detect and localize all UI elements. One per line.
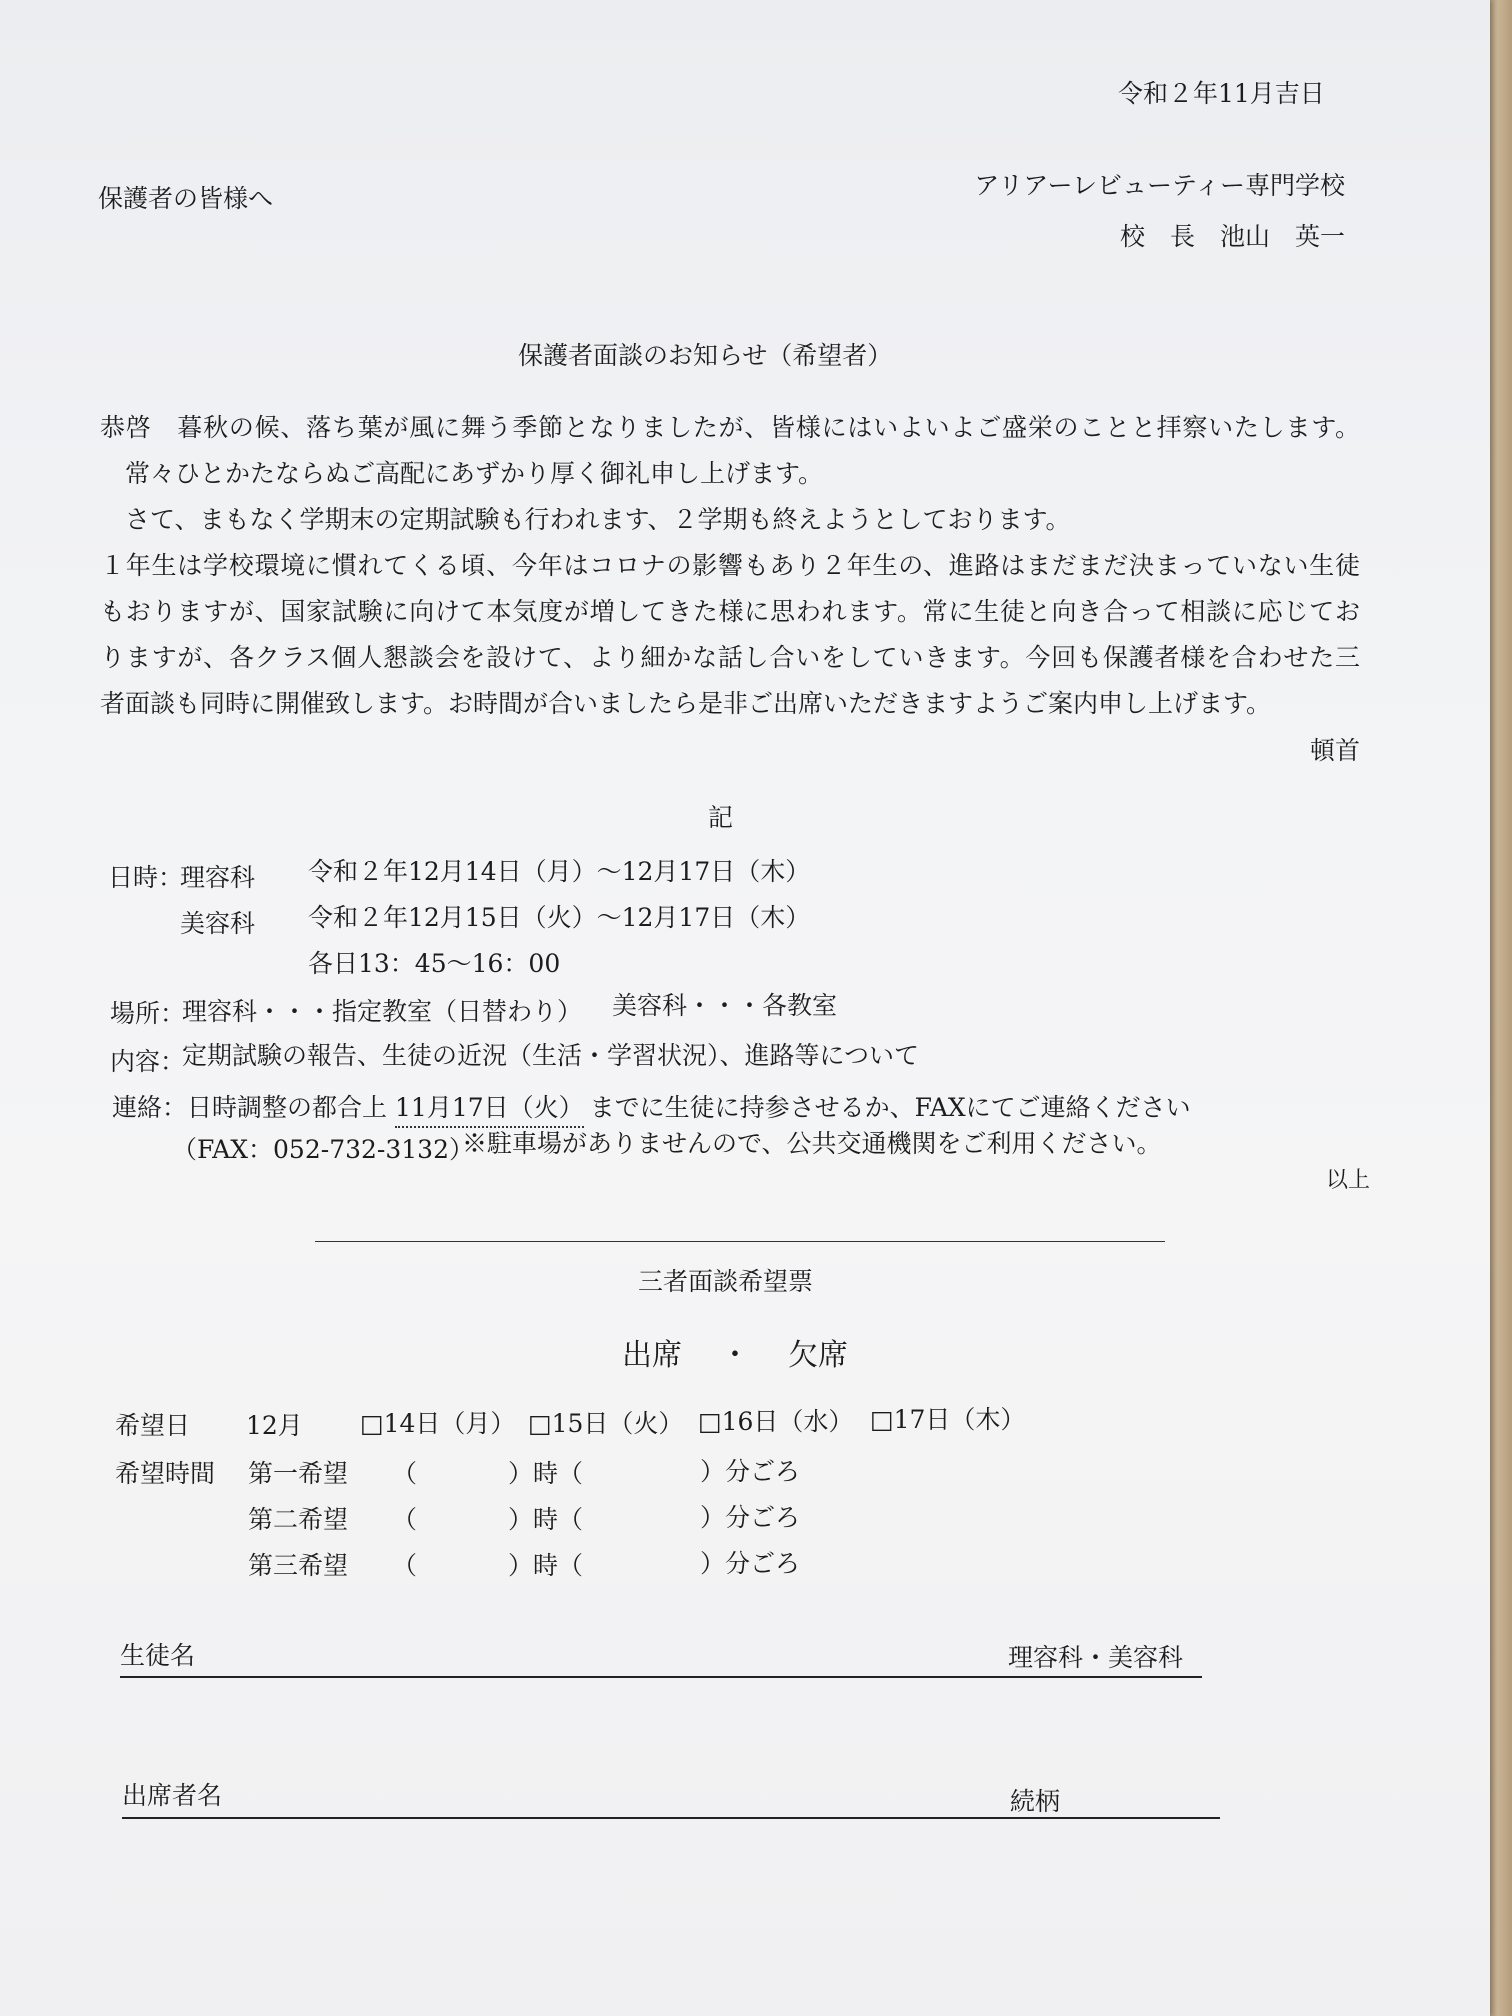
body-line: さて、まもなく学期末の定期試験も行われます、２学期も終えようとしております。 xyxy=(100,505,1071,534)
date-option-15[interactable]: □15日（火） xyxy=(528,1409,684,1438)
end-word: 以上 xyxy=(1325,1168,1370,1193)
schedule-label: 日時： xyxy=(108,863,184,892)
body-line: 常々ひとかたならぬご高配にあずかり厚く御礼申し上げます。 xyxy=(100,459,824,488)
time-row-label: 第一希望 xyxy=(248,1459,349,1488)
contact-text-before: 日時調整の都合上 xyxy=(187,1093,388,1122)
letter-body xyxy=(100,405,1360,727)
form-title: 三者面談希望票 xyxy=(638,1267,814,1296)
date-option-16[interactable]: □16日（水） xyxy=(698,1407,854,1436)
attend-option[interactable]: 出席 xyxy=(622,1338,682,1373)
attendance-separator: ・ xyxy=(720,1338,750,1373)
student-name-label: 生徒名 xyxy=(120,1641,196,1670)
document-title: 保護者面談のお知らせ（希望者） xyxy=(518,341,893,370)
ki-heading: 記 xyxy=(708,803,734,832)
time-label: 希望時間 xyxy=(115,1459,216,1488)
place-barber: 理容科・・・指定教室（日替わり） xyxy=(182,997,583,1026)
desk-edge xyxy=(1488,0,1512,2016)
date-option-17[interactable]: □17日（木） xyxy=(870,1405,1026,1434)
body-line: 恭啓 暮秋の候、落ち葉が風に舞う季節となりましたが、皆様にはいよいよご盛栄のことと拝察いたします。 xyxy=(100,413,1360,442)
place-label: 場所： xyxy=(110,999,186,1028)
closing-word: 頓首 xyxy=(1309,736,1360,765)
hour-open: （ xyxy=(392,1459,418,1488)
hour-close[interactable]: ）時（ xyxy=(508,1505,584,1534)
body-line: もおりますが、国家試験に向けて本気度が増してきた様に思われます。常に生徒と向き合って相談に応じてお xyxy=(100,597,1360,626)
recipient: 保護者の皆様へ xyxy=(98,184,274,213)
contact-text-after: までに生徒に持参させるか、FAXにてご連絡ください xyxy=(589,1093,1191,1122)
dept-choice[interactable]: 理容科・美容科 xyxy=(1008,1643,1184,1672)
student-name-field[interactable] xyxy=(120,1676,1202,1678)
cut-line xyxy=(315,1241,1165,1242)
place-beauty: 美容科・・・各教室 xyxy=(612,991,838,1020)
time-row-label: 第三希望 xyxy=(248,1551,349,1580)
absent-option[interactable]: 欠席 xyxy=(788,1338,848,1373)
contact-deadline: 11月17日（火） xyxy=(395,1092,584,1128)
hour-open: （ xyxy=(392,1551,418,1580)
content-label: 内容： xyxy=(110,1047,186,1076)
date-option-14[interactable]: □14日（月） xyxy=(360,1409,516,1438)
body-line: 者面談も同時に開催致します。お時間が合いましたら是非ご出席いただきますようご案内申し上げます。 xyxy=(100,689,1272,718)
body-line: りますが、各クラス個人懇談会を設けて、より細かな話し合いをしていきます。今回も保護者様を合わせた三 xyxy=(100,643,1360,672)
contact-label: 連絡： xyxy=(112,1093,188,1122)
principal-name: 校 長 池山 英一 xyxy=(1119,222,1345,251)
attendee-name-label: 出席者名 xyxy=(122,1781,223,1810)
time-row-label: 第二希望 xyxy=(248,1505,349,1534)
hour-open: （ xyxy=(392,1505,418,1534)
minute-close[interactable]: ）分ごろ xyxy=(700,1503,801,1532)
schedule-dept-beauty: 美容科 xyxy=(180,909,256,938)
minute-close[interactable]: ）分ごろ xyxy=(700,1457,801,1486)
date-label: 希望日 xyxy=(115,1411,191,1440)
contact-row xyxy=(112,1092,1191,1128)
attendance-choice[interactable] xyxy=(622,1336,848,1376)
hour-close[interactable]: ）時（ xyxy=(508,1459,584,1488)
body-line: １年生は学校環境に慣れてくる頃、今年はコロナの影響もあり２年生の、進路はまだまだ決まっていない生徒 xyxy=(100,551,1360,580)
attendee-name-field[interactable] xyxy=(122,1817,1220,1819)
schedule-dates-beauty: 令和２年12月15日（火）～12月17日（木） xyxy=(308,903,811,932)
school-name: アリアーレビューティー専門学校 xyxy=(974,171,1345,200)
content-text: 定期試験の報告、生徒の近況（生活・学習状況）、進路等について xyxy=(182,1041,920,1070)
relation-label: 続柄 xyxy=(1010,1787,1061,1816)
minute-close[interactable]: ）分ごろ xyxy=(700,1549,801,1578)
schedule-daily-hours: 各日13：45～16：00 xyxy=(308,949,561,978)
parking-note: ※駐車場がありませんので、公共交通機関をご利用ください。 xyxy=(462,1129,1162,1158)
hour-close[interactable]: ）時（ xyxy=(508,1551,584,1580)
issue-date: 令和２年11月吉日 xyxy=(1118,79,1325,108)
fax-number: （FAX：052-732-3132） xyxy=(172,1135,474,1164)
schedule-dept-barber: 理容科 xyxy=(180,863,256,892)
schedule-dates-barber: 令和２年12月14日（月）～12月17日（木） xyxy=(308,857,811,886)
month-label: 12月 xyxy=(246,1411,303,1440)
